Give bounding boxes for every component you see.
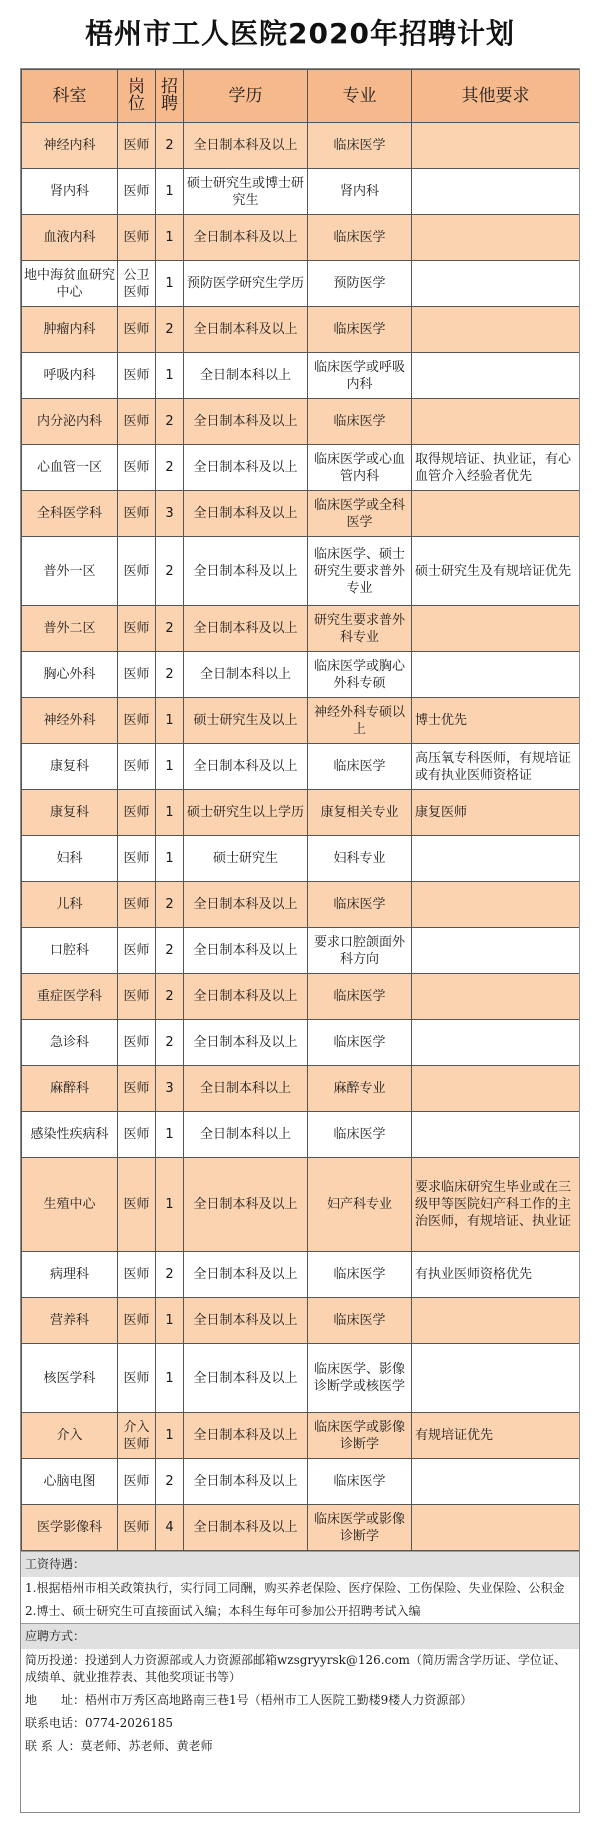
major-cell: 临床医学 <box>308 744 412 790</box>
major-cell: 临床医学 <box>308 215 412 261</box>
education-cell: 硕士研究生以上学历 <box>184 790 308 836</box>
requirement-cell <box>412 399 580 445</box>
requirement-cell <box>412 606 580 652</box>
page-title: 梧州市工人医院2020年招聘计划 <box>85 17 515 50</box>
dept-cell: 康复科 <box>22 744 118 790</box>
dept-cell: 血液内科 <box>22 215 118 261</box>
post-cell: 医师 <box>118 215 156 261</box>
column-header: 专业 <box>308 70 412 123</box>
count-cell: 2 <box>156 123 184 169</box>
major-cell: 临床医学 <box>308 1252 412 1298</box>
requirement-cell <box>412 652 580 698</box>
requirement-cell <box>412 1459 580 1505</box>
education-cell: 全日制本科及以上 <box>184 1158 308 1252</box>
education-cell: 全日制本科及以上 <box>184 399 308 445</box>
post-cell: 医师 <box>118 1112 156 1158</box>
table-row <box>22 974 580 1020</box>
dept-cell: 普外二区 <box>22 606 118 652</box>
requirement-cell: 硕士研究生及有规培证优先 <box>412 537 580 606</box>
post-cell: 医师 <box>118 169 156 215</box>
requirement-cell: 高压氧专科医师，有规培证或有执业医师资格证 <box>412 744 580 790</box>
count-cell: 3 <box>156 491 184 537</box>
post-cell: 医师 <box>118 1158 156 1252</box>
dept-cell: 急诊科 <box>22 1020 118 1066</box>
column-header: 科室 <box>22 70 118 123</box>
count-cell: 1 <box>156 261 184 307</box>
requirement-cell: 有规培证优先 <box>412 1413 580 1459</box>
dept-cell: 营养科 <box>22 1298 118 1344</box>
count-cell: 1 <box>156 169 184 215</box>
major-cell: 临床医学或心血管内科 <box>308 445 412 491</box>
requirement-cell: 康复医师 <box>412 790 580 836</box>
apply-title: 应聘方式： <box>21 1623 579 1649</box>
table-row <box>22 1459 580 1505</box>
major-cell: 临床医学或呼吸内科 <box>308 353 412 399</box>
table-row <box>22 1158 580 1252</box>
education-cell: 全日制本科及以上 <box>184 882 308 928</box>
requirement-cell <box>412 836 580 882</box>
post-cell: 医师 <box>118 1344 156 1413</box>
dept-cell: 肿瘤内科 <box>22 307 118 353</box>
recruitment-table <box>21 69 580 1551</box>
major-cell: 临床医学 <box>308 1298 412 1344</box>
requirement-cell: 博士优先 <box>412 698 580 744</box>
resume-info: 简历投递：投递到人力资源部或人力资源部邮箱wzsgryyrsk@126.com（简历需含学历证、学位证、成绩单、就业推荐表、其他奖项证书等） <box>25 1653 566 1684</box>
post-cell: 医师 <box>118 1020 156 1066</box>
requirement-cell <box>412 491 580 537</box>
count-cell: 2 <box>156 882 184 928</box>
salary-item: 2.博士、硕士研究生可直接面试入编；本科生每年可参加公开招聘考试入编 <box>25 1604 421 1618</box>
count-cell: 2 <box>156 974 184 1020</box>
count-cell: 3 <box>156 1066 184 1112</box>
education-cell: 全日制本科及以上 <box>184 744 308 790</box>
count-cell: 1 <box>156 215 184 261</box>
education-cell: 全日制本科及以上 <box>184 928 308 974</box>
column-header: 招聘 <box>156 70 184 123</box>
major-cell: 研究生要求普外科专业 <box>308 606 412 652</box>
table-row <box>22 1112 580 1158</box>
table-row <box>22 790 580 836</box>
education-cell: 全日制本科以上 <box>184 353 308 399</box>
education-cell: 全日制本科及以上 <box>184 1020 308 1066</box>
education-cell: 硕士研究生或博士研究生 <box>184 169 308 215</box>
post-cell: 医师 <box>118 1459 156 1505</box>
table-row <box>22 353 580 399</box>
count-cell: 1 <box>156 790 184 836</box>
count-cell: 2 <box>156 537 184 606</box>
requirement-cell <box>412 353 580 399</box>
table-row <box>22 1298 580 1344</box>
requirement-cell <box>412 1112 580 1158</box>
post-cell: 医师 <box>118 606 156 652</box>
requirement-cell <box>412 928 580 974</box>
requirement-cell <box>412 215 580 261</box>
table-row <box>22 445 580 491</box>
education-cell: 全日制本科以上 <box>184 652 308 698</box>
dept-cell: 呼吸内科 <box>22 353 118 399</box>
post-cell: 医师 <box>118 836 156 882</box>
education-cell: 全日制本科及以上 <box>184 1344 308 1413</box>
count-cell: 1 <box>156 1298 184 1344</box>
dept-cell: 神经内科 <box>22 123 118 169</box>
major-cell: 临床医学 <box>308 974 412 1020</box>
dept-cell: 感染性疾病科 <box>22 1112 118 1158</box>
dept-cell: 内分泌内科 <box>22 399 118 445</box>
major-cell: 临床医学 <box>308 399 412 445</box>
post-cell: 医师 <box>118 445 156 491</box>
column-header: 学历 <box>184 70 308 123</box>
requirement-cell <box>412 307 580 353</box>
requirement-cell: 有执业医师资格优先 <box>412 1252 580 1298</box>
education-cell: 全日制本科以上 <box>184 1112 308 1158</box>
education-cell: 全日制本科及以上 <box>184 606 308 652</box>
education-cell: 全日制本科及以上 <box>184 215 308 261</box>
requirement-cell <box>412 1344 580 1413</box>
count-cell: 2 <box>156 1459 184 1505</box>
count-cell: 2 <box>156 1020 184 1066</box>
count-cell: 1 <box>156 744 184 790</box>
count-cell: 2 <box>156 606 184 652</box>
table-row <box>22 1505 580 1551</box>
dept-cell: 神经外科 <box>22 698 118 744</box>
education-cell: 全日制本科及以上 <box>184 445 308 491</box>
post-cell: 医师 <box>118 399 156 445</box>
education-cell: 硕士研究生 <box>184 836 308 882</box>
count-cell: 1 <box>156 353 184 399</box>
requirement-cell <box>412 261 580 307</box>
table-row <box>22 698 580 744</box>
footer <box>21 1551 579 1758</box>
table-row <box>22 606 580 652</box>
major-cell: 妇产科专业 <box>308 1158 412 1252</box>
table-row <box>22 1252 580 1298</box>
count-cell: 1 <box>156 836 184 882</box>
education-cell: 全日制本科及以上 <box>184 1252 308 1298</box>
post-cell: 医师 <box>118 698 156 744</box>
count-cell: 1 <box>156 1112 184 1158</box>
post-cell: 医师 <box>118 1066 156 1112</box>
dept-cell: 儿科 <box>22 882 118 928</box>
count-cell: 4 <box>156 1505 184 1551</box>
post-cell: 医师 <box>118 928 156 974</box>
table-body <box>22 123 580 1551</box>
dept-cell: 心血管一区 <box>22 445 118 491</box>
education-cell: 硕士研究生及以上 <box>184 698 308 744</box>
count-cell: 2 <box>156 445 184 491</box>
post-cell: 医师 <box>118 353 156 399</box>
table-row <box>22 882 580 928</box>
requirement-cell: 要求临床研究生毕业或在三级甲等医院妇产科工作的主治医师，有规培证、执业证 <box>412 1158 580 1252</box>
major-cell: 临床医学或影像诊断学 <box>308 1413 412 1459</box>
table-row <box>22 491 580 537</box>
requirement-cell <box>412 1505 580 1551</box>
post-cell: 医师 <box>118 491 156 537</box>
major-cell: 要求口腔颌面外科方向 <box>308 928 412 974</box>
major-cell: 临床医学或影像诊断学 <box>308 1505 412 1551</box>
table-row <box>22 744 580 790</box>
post-cell: 医师 <box>118 1252 156 1298</box>
count-cell: 2 <box>156 652 184 698</box>
post-cell: 医师 <box>118 123 156 169</box>
table-row <box>22 307 580 353</box>
major-cell: 麻醉专业 <box>308 1066 412 1112</box>
major-cell: 临床医学、影像诊断学或核医学 <box>308 1344 412 1413</box>
major-cell: 临床医学 <box>308 1459 412 1505</box>
major-cell: 临床医学、硕士研究生要求普外专业 <box>308 537 412 606</box>
post-cell: 医师 <box>118 1298 156 1344</box>
major-cell: 临床医学 <box>308 882 412 928</box>
table-row <box>22 652 580 698</box>
post-cell: 介入医师 <box>118 1413 156 1459</box>
major-cell: 临床医学或全科医学 <box>308 491 412 537</box>
major-cell: 预防医学 <box>308 261 412 307</box>
education-cell: 全日制本科及以上 <box>184 1413 308 1459</box>
education-cell: 全日制本科及以上 <box>184 123 308 169</box>
education-cell: 全日制本科及以上 <box>184 307 308 353</box>
count-cell: 1 <box>156 1158 184 1252</box>
table-row <box>22 537 580 606</box>
major-cell: 肾内科 <box>308 169 412 215</box>
dept-cell: 胸心外科 <box>22 652 118 698</box>
post-cell: 公卫医师 <box>118 261 156 307</box>
dept-cell: 心脑电图 <box>22 1459 118 1505</box>
requirement-cell <box>412 1066 580 1112</box>
contact-info: 联 系 人：莫老师、苏老师、黄老师 <box>25 1739 213 1753</box>
table-row <box>22 1344 580 1413</box>
dept-cell: 医学影像科 <box>22 1505 118 1551</box>
count-cell: 1 <box>156 1344 184 1413</box>
count-cell: 1 <box>156 1413 184 1459</box>
post-cell: 医师 <box>118 744 156 790</box>
post-cell: 医师 <box>118 974 156 1020</box>
dept-cell: 普外一区 <box>22 537 118 606</box>
major-cell: 临床医学或胸心外科专硕 <box>308 652 412 698</box>
recruitment-plan <box>20 68 580 1813</box>
count-cell: 1 <box>156 698 184 744</box>
phone-info: 联系电话：0774-2026185 <box>25 1716 174 1730</box>
table-row <box>22 1066 580 1112</box>
post-cell: 医师 <box>118 882 156 928</box>
requirement-cell: 取得规培证、执业证，有心血管介入经验者优先 <box>412 445 580 491</box>
dept-cell: 生殖中心 <box>22 1158 118 1252</box>
major-cell: 临床医学 <box>308 307 412 353</box>
salary-item: 1.根据梧州市相关政策执行，实行同工同酬，购买养老保险、医疗保险、工伤保险、失业保险、公积金 <box>25 1581 565 1595</box>
education-cell: 全日制本科及以上 <box>184 491 308 537</box>
salary-title: 工资待遇： <box>21 1551 579 1577</box>
education-cell: 全日制本科及以上 <box>184 537 308 606</box>
count-cell: 2 <box>156 928 184 974</box>
requirement-cell <box>412 1298 580 1344</box>
dept-cell: 康复科 <box>22 790 118 836</box>
requirement-cell <box>412 169 580 215</box>
requirement-cell <box>412 882 580 928</box>
table-header-row <box>22 70 580 123</box>
education-cell: 全日制本科以上 <box>184 1066 308 1112</box>
post-cell: 医师 <box>118 652 156 698</box>
requirement-cell <box>412 974 580 1020</box>
table-row <box>22 1413 580 1459</box>
dept-cell: 麻醉科 <box>22 1066 118 1112</box>
dept-cell: 妇科 <box>22 836 118 882</box>
post-cell: 医师 <box>118 1505 156 1551</box>
count-cell: 2 <box>156 1252 184 1298</box>
education-cell: 全日制本科及以上 <box>184 1459 308 1505</box>
major-cell: 妇科专业 <box>308 836 412 882</box>
major-cell: 临床医学 <box>308 1020 412 1066</box>
dept-cell: 地中海贫血研究中心 <box>22 261 118 307</box>
table-row <box>22 261 580 307</box>
major-cell: 临床医学 <box>308 123 412 169</box>
education-cell: 全日制本科及以上 <box>184 1505 308 1551</box>
table-row <box>22 215 580 261</box>
dept-cell: 口腔科 <box>22 928 118 974</box>
column-header: 岗位 <box>118 70 156 123</box>
requirement-cell <box>412 1020 580 1066</box>
dept-cell: 病理科 <box>22 1252 118 1298</box>
education-cell: 预防医学研究生学历 <box>184 261 308 307</box>
count-cell: 2 <box>156 399 184 445</box>
dept-cell: 核医学科 <box>22 1344 118 1413</box>
table-row <box>22 169 580 215</box>
major-cell: 临床医学 <box>308 1112 412 1158</box>
post-cell: 医师 <box>118 790 156 836</box>
post-cell: 医师 <box>118 307 156 353</box>
dept-cell: 重症医学科 <box>22 974 118 1020</box>
address-info: 地 址：梧州市万秀区高地路南三巷1号（梧州市工人医院工勤楼9楼人力资源部） <box>25 1693 473 1707</box>
table-row <box>22 928 580 974</box>
dept-cell: 全科医学科 <box>22 491 118 537</box>
education-cell: 全日制本科及以上 <box>184 1298 308 1344</box>
major-cell: 神经外科专硕以上 <box>308 698 412 744</box>
table-row <box>22 836 580 882</box>
education-cell: 全日制本科及以上 <box>184 974 308 1020</box>
major-cell: 康复相关专业 <box>308 790 412 836</box>
column-header: 其他要求 <box>412 70 580 123</box>
table-row <box>22 399 580 445</box>
post-cell: 医师 <box>118 537 156 606</box>
count-cell: 2 <box>156 307 184 353</box>
table-row <box>22 123 580 169</box>
table-row <box>22 1020 580 1066</box>
dept-cell: 肾内科 <box>22 169 118 215</box>
requirement-cell <box>412 123 580 169</box>
dept-cell: 介入 <box>22 1413 118 1459</box>
